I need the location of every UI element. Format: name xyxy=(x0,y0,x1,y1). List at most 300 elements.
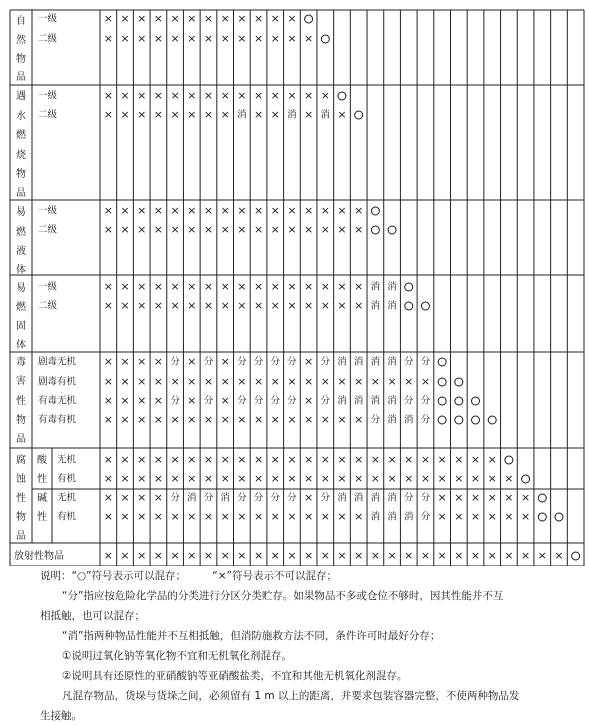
cell-mark: × xyxy=(437,472,447,485)
cell-mark: × xyxy=(137,355,147,368)
cell-mark: × xyxy=(354,472,364,485)
row-grade-label: 一级 xyxy=(38,281,58,293)
row-grade-label: 剧毒有机 xyxy=(38,376,77,388)
cell-mark: 消 xyxy=(387,356,397,368)
group-label-char: 物 xyxy=(16,54,26,65)
cell-mark: × xyxy=(203,280,214,293)
cell-mark: × xyxy=(120,394,130,407)
row-grade-label: 有机 xyxy=(57,511,77,523)
cell-mark: × xyxy=(153,453,164,466)
cell-mark-circle xyxy=(472,397,480,405)
row-grade-label: 一级 xyxy=(38,90,58,102)
group-label-char: 腐 xyxy=(16,455,26,466)
cell-mark: × xyxy=(120,453,130,466)
cell-mark: × xyxy=(270,108,280,121)
cell-mark: × xyxy=(220,108,230,121)
cell-mark: 消 xyxy=(353,356,364,368)
cell-mark: × xyxy=(237,280,247,293)
row-grade-label: 无机 xyxy=(57,492,77,504)
cell-mark: × xyxy=(470,510,481,523)
cell-mark: × xyxy=(354,280,364,293)
cell-mark: × xyxy=(304,549,314,562)
row-grade-label: 无机 xyxy=(57,454,77,466)
cell-mark: × xyxy=(237,299,247,312)
cell-mark: × xyxy=(153,355,164,368)
cell-mark: × xyxy=(454,549,464,562)
cell-mark: 分 xyxy=(237,492,247,504)
row-grade-label: 一级 xyxy=(38,13,58,25)
cell-mark: × xyxy=(320,204,330,217)
cell-mark: × xyxy=(187,108,197,121)
cell-mark: × xyxy=(253,299,264,312)
cell-mark: × xyxy=(170,204,180,217)
cell-mark: × xyxy=(487,549,497,562)
cell-mark: × xyxy=(103,394,113,407)
cell-mark: 分 xyxy=(370,414,381,426)
cell-mark: × xyxy=(287,472,297,485)
cell-mark: 消 xyxy=(387,281,397,293)
cell-mark: 分 xyxy=(270,356,280,368)
cell-mark: × xyxy=(137,223,147,236)
cell-mark: × xyxy=(354,375,364,388)
cell-mark: × xyxy=(304,413,314,426)
cell-mark: × xyxy=(137,299,147,312)
cell-mark: × xyxy=(420,453,431,466)
cell-mark: × xyxy=(304,394,314,407)
cell-mark: × xyxy=(153,472,164,485)
group-label-char: 性 xyxy=(16,493,26,504)
cell-mark: × xyxy=(454,453,464,466)
cell-mark: × xyxy=(237,510,247,523)
cell-mark: × xyxy=(537,549,547,562)
cell-mark: × xyxy=(287,510,297,523)
notes-spacing-rule: 凡混存物品，货垛与货垛之间，必须留有 1 m 以上的距离，并要求包装容器完整，不使两种物品发 xyxy=(62,690,520,702)
cell-mark: × xyxy=(253,108,264,121)
group-label-char: 燃 xyxy=(16,302,26,313)
cell-mark: × xyxy=(120,299,130,312)
cell-mark-circle xyxy=(572,552,580,560)
cell-mark: × xyxy=(103,549,113,562)
row-grade-label: 剧毒无机 xyxy=(38,356,77,368)
cell-mark: × xyxy=(203,510,214,523)
cell-mark: × xyxy=(220,355,230,368)
cell-mark: × xyxy=(304,280,314,293)
cell-mark: × xyxy=(153,491,164,504)
cell-mark: × xyxy=(120,375,130,388)
cell-mark-circle xyxy=(421,302,429,310)
cell-mark: × xyxy=(404,375,414,388)
cell-mark: 分 xyxy=(404,356,414,368)
cell-mark-circle xyxy=(472,416,480,424)
cell-mark: × xyxy=(504,549,514,562)
cell-mark: 消 xyxy=(370,281,381,293)
cell-mark: × xyxy=(320,453,330,466)
cell-mark: × xyxy=(187,510,197,523)
cell-mark: × xyxy=(153,204,164,217)
cell-mark: × xyxy=(137,12,147,25)
cell-mark: 消 xyxy=(370,511,381,523)
cell-mark: 分 xyxy=(287,395,297,407)
cell-mark: × xyxy=(253,510,264,523)
cell-mark: × xyxy=(520,549,531,562)
cell-mark: 消 xyxy=(337,395,347,407)
cell-mark: × xyxy=(153,280,164,293)
cell-mark: × xyxy=(187,12,197,25)
cell-mark: × xyxy=(253,472,264,485)
cell-mark: × xyxy=(137,491,147,504)
cell-mark: × xyxy=(153,394,164,407)
cell-mark: × xyxy=(153,108,164,121)
cell-mark: 消 xyxy=(337,356,347,368)
cell-mark: × xyxy=(120,510,130,523)
cell-mark-circle xyxy=(538,494,546,502)
cell-mark: × xyxy=(370,549,380,562)
cell-mark: × xyxy=(237,12,247,25)
cell-mark: × xyxy=(337,472,347,485)
cell-mark: 分 xyxy=(170,356,180,368)
cell-mark: × xyxy=(320,299,330,312)
cell-mark: × xyxy=(137,413,147,426)
cell-mark: × xyxy=(320,472,330,485)
cell-mark: × xyxy=(203,89,214,102)
cell-mark: × xyxy=(170,32,180,45)
notes-fen-definition-cont: 相抵触，也可以混存； xyxy=(40,610,145,622)
cell-mark: × xyxy=(320,375,330,388)
cell-mark: × xyxy=(120,549,130,562)
cell-mark: 分 xyxy=(420,356,431,368)
cell-mark: × xyxy=(287,32,297,45)
cell-mark-circle xyxy=(388,226,396,234)
cell-mark: × xyxy=(237,204,247,217)
cell-mark: × xyxy=(437,491,447,504)
cell-mark: × xyxy=(504,491,514,504)
cell-mark: × xyxy=(404,453,414,466)
cell-mark: × xyxy=(470,491,481,504)
cell-mark: × xyxy=(304,32,314,45)
group-label-char: 然 xyxy=(16,35,26,46)
cell-mark: × xyxy=(153,375,164,388)
group-label-char: 性 xyxy=(16,396,26,407)
cell-mark-circle xyxy=(305,15,313,23)
cell-mark: × xyxy=(253,413,264,426)
cell-mark-circle xyxy=(522,475,530,483)
cell-mark: × xyxy=(237,413,247,426)
cell-mark: × xyxy=(237,472,247,485)
cell-mark: 分 xyxy=(320,395,331,407)
cell-mark: × xyxy=(370,375,380,388)
row-grade-label: 二级 xyxy=(38,300,58,312)
cell-mark: × xyxy=(170,223,180,236)
cell-mark: 分 xyxy=(287,356,297,368)
cell-mark: × xyxy=(387,472,397,485)
cell-mark: × xyxy=(320,510,330,523)
cell-mark: × xyxy=(337,223,347,236)
cell-mark: × xyxy=(237,549,247,562)
cell-mark: × xyxy=(187,394,197,407)
cell-mark: × xyxy=(320,280,330,293)
group-label-char: 品 xyxy=(16,72,26,83)
cell-mark-circle xyxy=(538,513,546,521)
group-label-char: 固 xyxy=(16,321,26,332)
row-grade-label: 二级 xyxy=(38,33,58,45)
cell-mark: × xyxy=(287,413,297,426)
cell-mark: × xyxy=(370,472,380,485)
cell-mark: × xyxy=(203,375,214,388)
cell-mark: × xyxy=(387,453,397,466)
cell-mark: × xyxy=(454,510,464,523)
cell-mark: × xyxy=(170,472,180,485)
cell-mark: × xyxy=(170,549,180,562)
cell-mark: 分 xyxy=(420,395,431,407)
cell-mark: × xyxy=(137,108,147,121)
group-label-char: 液 xyxy=(16,246,26,257)
cell-mark: × xyxy=(237,32,247,45)
cell-mark: × xyxy=(220,204,230,217)
cell-mark: × xyxy=(237,223,247,236)
cell-mark: 分 xyxy=(420,511,431,523)
cell-mark: 消 xyxy=(320,109,331,121)
cell-mark: × xyxy=(137,375,147,388)
cell-mark: × xyxy=(170,108,180,121)
cell-mark: × xyxy=(120,12,130,25)
cell-mark: 消 xyxy=(370,395,381,407)
cell-mark: × xyxy=(270,413,280,426)
table-cell-marks xyxy=(104,12,580,562)
cell-mark: × xyxy=(337,108,347,121)
cell-mark: × xyxy=(454,491,464,504)
cell-mark: 分 xyxy=(404,492,414,504)
cell-mark: × xyxy=(470,549,481,562)
cell-mark: × xyxy=(220,32,230,45)
cell-mark: 分 xyxy=(237,395,247,407)
group-label-char: 品 xyxy=(16,531,26,542)
cell-mark: × xyxy=(237,375,247,388)
cell-mark: × xyxy=(437,549,447,562)
cell-mark: × xyxy=(470,472,481,485)
cell-mark: × xyxy=(253,89,264,102)
cell-mark: × xyxy=(304,108,314,121)
group-label-char: 易 xyxy=(16,283,26,294)
cell-mark: × xyxy=(170,280,180,293)
cell-mark: × xyxy=(487,491,497,504)
cell-mark: × xyxy=(354,510,364,523)
cell-mark: × xyxy=(203,204,214,217)
cell-mark: × xyxy=(153,299,164,312)
cell-mark: × xyxy=(253,280,264,293)
cell-mark: × xyxy=(270,299,280,312)
cell-mark: × xyxy=(220,472,230,485)
cell-mark: × xyxy=(103,491,113,504)
cell-mark: × xyxy=(103,413,113,426)
cell-mark: × xyxy=(120,204,130,217)
cell-mark-circle xyxy=(438,358,446,366)
cell-mark: × xyxy=(137,453,147,466)
cell-mark: × xyxy=(404,549,414,562)
corrosive-subtype-char: 碱 xyxy=(37,493,47,504)
cell-mark: × xyxy=(220,89,230,102)
group-label-char: 水 xyxy=(16,111,26,122)
row-grade-label: 二级 xyxy=(38,224,58,236)
cell-mark: × xyxy=(153,413,164,426)
group-label-char: 品 xyxy=(16,188,26,199)
notes-xiao-definition: “消”指两种物品性能并不互相抵触，但消防施救方法不同，条件许可时最好分存； xyxy=(62,630,441,642)
cell-mark: × xyxy=(137,510,147,523)
corrosive-subtype-char: 性 xyxy=(37,512,47,523)
cell-mark: × xyxy=(203,12,214,25)
cell-mark: × xyxy=(120,472,130,485)
cell-mark: × xyxy=(220,223,230,236)
cell-mark: × xyxy=(103,12,113,25)
cell-mark: × xyxy=(220,299,230,312)
cell-mark: × xyxy=(120,108,130,121)
cell-mark: × xyxy=(304,355,314,368)
cell-mark-circle xyxy=(355,111,363,119)
cell-mark: × xyxy=(253,453,264,466)
cell-mark: × xyxy=(270,472,280,485)
cell-mark: × xyxy=(304,375,314,388)
cell-mark-circle xyxy=(505,456,513,464)
cell-mark: 消 xyxy=(337,492,347,504)
cell-mark-circle xyxy=(338,92,346,100)
cell-mark: × xyxy=(120,280,130,293)
cell-mark: 消 xyxy=(220,492,230,504)
notes-footnote-1: ①说明过氧化钠等氧化物不宜和无机氧化剂混存。 xyxy=(62,650,292,662)
cell-mark: × xyxy=(187,280,197,293)
cell-mark: × xyxy=(137,549,147,562)
cell-mark: 分 xyxy=(203,395,214,407)
cell-mark: × xyxy=(170,12,180,25)
cell-mark-circle xyxy=(438,397,446,405)
cell-mark: × xyxy=(487,510,497,523)
cell-mark: 消 xyxy=(387,492,397,504)
cell-mark: × xyxy=(337,280,347,293)
cell-mark: × xyxy=(220,510,230,523)
cell-mark: × xyxy=(120,355,130,368)
cell-mark: × xyxy=(220,453,230,466)
group-label-char: 毒 xyxy=(16,357,26,368)
cell-mark: 分 xyxy=(320,356,331,368)
cell-mark: × xyxy=(320,89,330,102)
cell-mark: × xyxy=(270,12,280,25)
cell-mark: × xyxy=(120,32,130,45)
cell-mark-circle xyxy=(405,283,413,291)
cell-mark-circle xyxy=(371,207,379,215)
cell-mark: 分 xyxy=(170,492,180,504)
group-label-char: 烧 xyxy=(16,150,26,161)
cell-mark: × xyxy=(304,223,314,236)
notes-footnote-2: ②说明具有还原性的亚硝酸钠等亚硝酸盐类，不宜和其他无机氧化剂混存。 xyxy=(62,670,408,682)
cell-mark: × xyxy=(203,32,214,45)
cell-mark: × xyxy=(187,89,197,102)
group-label-char: 害 xyxy=(16,376,26,387)
cell-mark: × xyxy=(337,549,347,562)
cell-mark: × xyxy=(137,394,147,407)
cell-mark: × xyxy=(320,549,330,562)
cell-mark: × xyxy=(370,453,380,466)
group-label-radioactive: 放射性物品 xyxy=(14,551,64,562)
cell-mark: × xyxy=(220,413,230,426)
group-label-char: 自 xyxy=(16,16,26,27)
cell-mark: 分 xyxy=(270,395,280,407)
cell-mark: × xyxy=(354,549,364,562)
cell-mark: × xyxy=(220,549,230,562)
cell-mark: × xyxy=(270,549,280,562)
cell-mark: × xyxy=(287,453,297,466)
cell-mark: × xyxy=(554,549,564,562)
cell-mark: 消 xyxy=(387,395,397,407)
cell-mark: × xyxy=(337,510,347,523)
cell-mark: × xyxy=(487,472,497,485)
group-label-char: 蚀 xyxy=(16,474,26,485)
cell-mark: 分 xyxy=(253,492,264,504)
cell-mark: × xyxy=(337,413,347,426)
cell-mark-circle xyxy=(455,416,463,424)
cell-mark-circle xyxy=(438,378,446,386)
cell-mark: × xyxy=(153,12,164,25)
cell-mark: × xyxy=(320,223,330,236)
cell-mark: × xyxy=(354,413,364,426)
cell-mark: × xyxy=(270,375,280,388)
cell-mark: 分 xyxy=(287,492,297,504)
cell-mark: × xyxy=(270,223,280,236)
cell-mark: × xyxy=(387,549,397,562)
cell-mark: × xyxy=(120,491,130,504)
cell-mark: × xyxy=(103,299,113,312)
cell-mark: × xyxy=(203,223,214,236)
cell-mark: × xyxy=(354,453,364,466)
cell-mark: × xyxy=(304,89,314,102)
cell-mark-circle xyxy=(455,378,463,386)
cell-mark: 消 xyxy=(404,414,414,426)
cell-mark: 消 xyxy=(404,511,414,523)
cell-mark: 分 xyxy=(420,492,431,504)
cell-mark: × xyxy=(420,549,431,562)
cell-mark: 分 xyxy=(270,492,280,504)
cell-mark: × xyxy=(287,89,297,102)
cell-mark: × xyxy=(437,510,447,523)
cell-mark: × xyxy=(270,280,280,293)
cell-mark-circle xyxy=(455,397,463,405)
group-label-char: 物 xyxy=(16,415,26,426)
cell-mark: × xyxy=(170,510,180,523)
cell-mark: × xyxy=(287,204,297,217)
notes-spacing-rule-cont: 生接触。 xyxy=(40,710,82,722)
group-label-char: 易 xyxy=(16,207,26,218)
cell-mark: × xyxy=(270,89,280,102)
cell-mark-circle xyxy=(371,226,379,234)
cell-mark: × xyxy=(103,32,113,45)
table-row-labels xyxy=(14,14,77,563)
cell-mark: × xyxy=(120,413,130,426)
cell-mark: × xyxy=(304,453,314,466)
group-label-char: 体 xyxy=(16,340,26,351)
cell-mark: 分 xyxy=(253,395,264,407)
cell-mark: × xyxy=(103,355,113,368)
cell-mark: × xyxy=(253,223,264,236)
cell-mark: × xyxy=(437,453,447,466)
cell-mark: 消 xyxy=(353,492,364,504)
cell-mark: × xyxy=(170,413,180,426)
cell-mark: × xyxy=(220,394,230,407)
cell-mark: × xyxy=(487,453,497,466)
cell-mark: 分 xyxy=(320,492,331,504)
row-grade-label: 二级 xyxy=(38,109,58,121)
cell-mark: × xyxy=(103,510,113,523)
cell-mark: × xyxy=(203,453,214,466)
cell-mark: × xyxy=(137,204,147,217)
cell-mark: 分 xyxy=(420,414,431,426)
cell-mark: 消 xyxy=(353,395,364,407)
